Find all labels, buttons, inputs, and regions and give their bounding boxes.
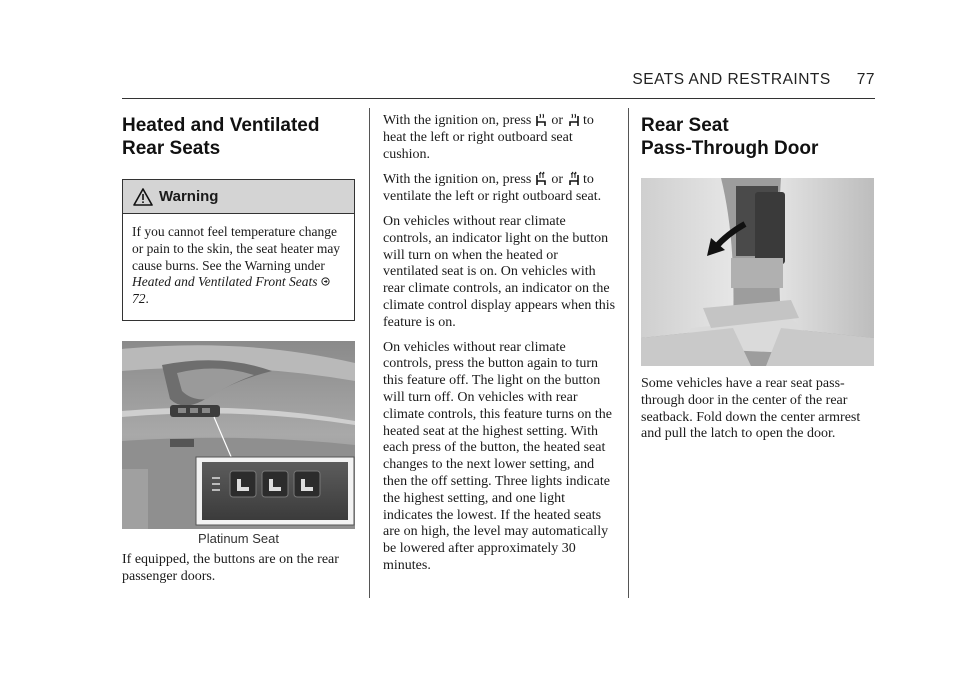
column-divider — [628, 108, 629, 598]
heated-seat-left-icon — [535, 112, 548, 127]
running-header — [632, 71, 875, 89]
pass-through-paragraph: Some vehicles have a rear seat pass-through door in the center of the rear seatback. Fold down the center armrest and pull the latch to open the door. — [641, 376, 861, 442]
door-buttons-paragraph: If equipped, the buttons are on the rear passenger doors. — [122, 551, 339, 584]
column-seat-controls — [383, 112, 616, 583]
warning-page-ref[interactable]: 72 — [132, 291, 146, 307]
rear-seat-illustration — [641, 178, 874, 366]
column-pass-through — [641, 108, 874, 451]
warning-reference-link[interactable]: Heated and Ventilated Front Seats — [132, 274, 318, 290]
section-title: SEATS AND RESTRAINTS — [632, 71, 831, 88]
page-ref-icon — [321, 277, 330, 286]
indicator-paragraph: On vehicles without rear climate controls, an indicator light on the button will turn on when the heated or ventilated seat is on. On vehicles with rear climate controls, an indicator on the climate control display appears when this feature is on. — [383, 213, 616, 330]
ventilated-seat-right-icon — [567, 171, 580, 186]
section-heading: Rear Seat Pass-Through Door — [641, 115, 819, 159]
warning-box — [122, 179, 355, 321]
ventilated-seat-left-icon — [535, 171, 548, 186]
warning-title: Warning — [159, 188, 219, 205]
column-divider — [369, 108, 370, 598]
header-rule — [122, 98, 875, 99]
pass-through-figure — [641, 178, 874, 366]
ventilate-instruction: With the ignition on, press or to ventilate the left or right outboard seat. — [383, 172, 602, 205]
figure-caption: Platinum Seat — [198, 530, 279, 546]
heat-instruction: With the ignition on, press or to heat the left or right outboard seat cushion. — [383, 113, 594, 162]
warning-header — [123, 180, 354, 214]
column-heated-seats — [122, 108, 355, 594]
heated-seat-right-icon — [567, 112, 580, 127]
section-heading: Heated and Ventilated Rear Seats — [122, 115, 320, 159]
door-buttons-figure — [122, 341, 355, 529]
warning-icon — [133, 188, 153, 206]
door-panel-illustration — [122, 341, 355, 529]
warning-text: If you cannot feel temperature change or pain to the skin, the seat heater may cause burns. See the Warning under Heated and Ventilated Front Seats 72. — [132, 224, 341, 307]
page-number: 77 — [856, 71, 875, 88]
warning-body — [123, 214, 354, 320]
turn-off-paragraph: On vehicles without rear climate controls, press the button again to turn this feature off. The light on the button will turn off. On vehicles with rear climate controls, this feature turns on the heated seat at the highest setting. With each press of the button, the heated seat changes to the next lower setting, and then the off setting. Three lights indicate the highest setting, and one light indicates the lowest. If the heated seats are on high, the level may automatically be lowered after approximately 30 minutes. — [383, 339, 612, 573]
